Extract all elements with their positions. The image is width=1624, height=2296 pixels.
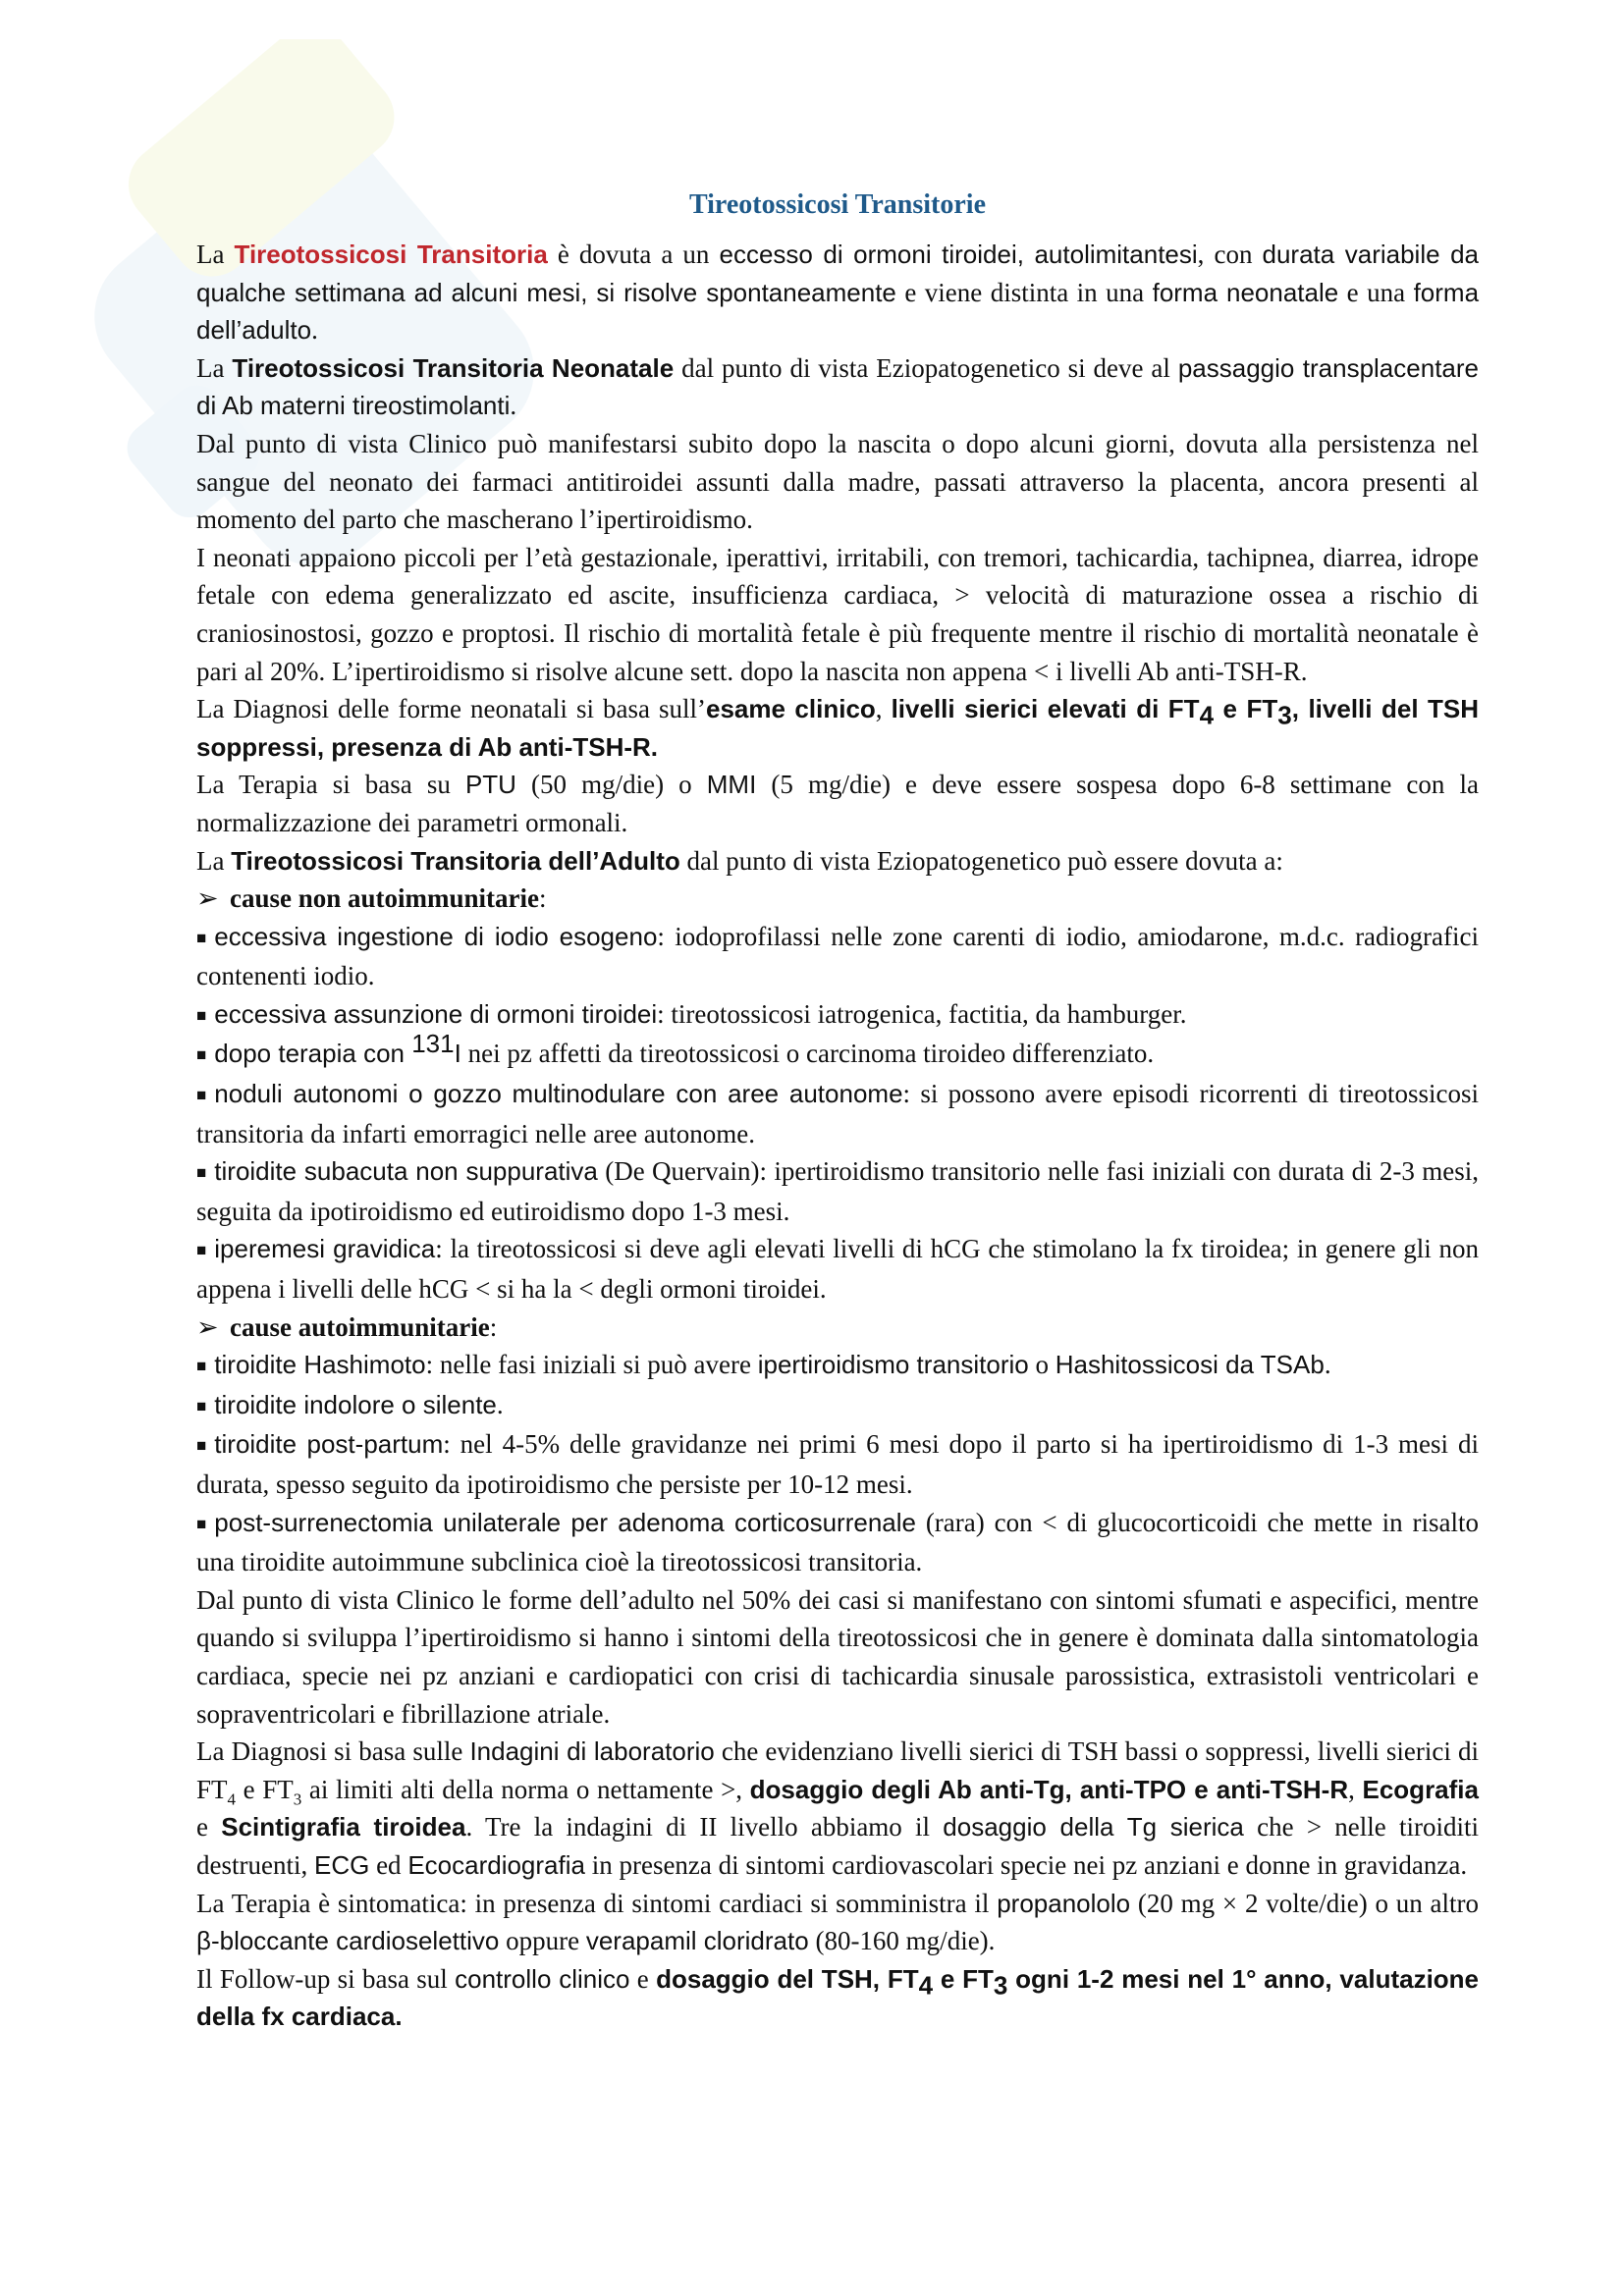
square-bullet-icon: ■ (196, 1045, 207, 1065)
square-bullet-icon: ■ (196, 928, 207, 947)
heading-cause-autoimmunitarie: ➢ cause autoimmunitarie: (196, 1308, 1479, 1347)
page-title: Tireotossicosi Transitorie (688, 189, 987, 220)
square-bullet-icon: ■ (196, 1086, 207, 1105)
paragraph-terapia-neonatale: La Terapia si basa su PTU (50 mg/die) o MMI (5 mg/die) e deve essere sospesa dopo 6-8 settimane con la normalizzazione dei parametri ormonali. (196, 770, 1479, 837)
paragraph-adulto: La Tireotossicosi Transitoria dell’Adulto dal punto di vista Eziopatogenetico può essere dovuta a: (196, 845, 1283, 876)
list-item: ■ tiroidite post-partum: nel 4-5% delle gravidanze nei primi 6 mesi dopo il parto si ha ipertiroidismo di 1-3 mesi di durata, spesso seguito da ipotiroidismo che persiste per 10-12 mesi. (196, 1429, 1479, 1499)
paragraph-terapia-adulto: La Terapia è sintomatica: in presenza di sintomi cardiaci si somministra il propanololo (20 mg × 2 volte/die) o un altro β-bloccante cardioselettivo oppure verapamil cloridrato (80-160 mg/die). (196, 1888, 1479, 1956)
square-bullet-icon: ■ (196, 1163, 207, 1183)
paragraph-diagnosi-adulto: La Diagnosi si basa sulle Indagini di laboratorio che evidenziano livelli sierici di TSH bassi o soppressi, livelli sierici di $FT_4$ e $FT_3$ ai limiti alti della norma o nettamente >, dosaggio degli Ab anti-Tg, anti-TPO e anti-TSH-R, Ecografia e Scintigrafia tiroidea. Tre la indagini di II livello abbiamo il dosaggio della Tg sierica che > nelle tiroiditi destruenti, ECG ed Ecocardiografia in presenza di sintomi cardiovascolari specie nei pz anziani e donne in gravidanza. (196, 1736, 1480, 1880)
list-item: ■ tiroidite subacuta non suppurativa (De Quervain): ipertiroidismo transitorio nelle fasi iniziali con durata di 2-3 mesi, seguita da ipotiroidismo ed eutiroidismo dopo 1-3 mesi. (196, 1156, 1479, 1226)
paragraph-clinico-adulto: Dal punto di vista Clinico le forme dell’adulto nel 50% dei casi si manifestano con sintomi sfumati e aspecifici, mentre quando si sviluppa l’ipertiroidismo si hanno i sintomi della tireotossicosi che in genere è dominata dalla sintomatologia cardiaca, specie nei pz anziani e cardiopatici con crisi di tachicardia sinusale parossistica, extrasistoli ventricolari e sopraventricolari e fibrillazione atriale. (196, 1584, 1479, 1729)
arrow-bullet-icon: ➢ (196, 883, 219, 914)
square-bullet-icon: ■ (196, 1436, 207, 1456)
paragraph-follow-up: Il Follow-up si basa sul controllo clinico e dosaggio del TSH, $FT_4$ e $FT_3$ ogni 1-2 mesi nel 1° anno, valutazione della fx cardiaca. (196, 1963, 1480, 2032)
square-bullet-icon: ■ (196, 1357, 207, 1376)
heading-cause-non-autoimmunitarie: ➢ cause non autoimmunitarie: (196, 880, 1479, 918)
list-item: ■ tiroidite Hashimoto: nelle fasi iniziali si può avere ipertiroidismo transitorio o Hashitossicosi da TSAb. (196, 1346, 1479, 1386)
paragraph-sintomi-neonatali: I neonati appaiono piccoli per l’età gestazionale, iperattivi, irritabili, con tremori, tachicardia, tachipnea, diarrea, idrope fetale con edema generalizzato ed ascite, insufficienza cardiaca, > velocità di maturazione ossea a rischio di craniosinostosi, gozzo e proptosi. Il rischio di mortalità fetale è più frequente mentre il rischio di mortalità neonatale è pari al 20%. L’ipertiroidismo si risolve alcune sett. dopo la nascita non appena < i livelli Ab anti-TSH-R. (196, 542, 1479, 686)
square-bullet-icon: ■ (196, 1005, 207, 1025)
arrow-bullet-icon: ➢ (196, 1311, 219, 1342)
term-tireotossicosi-transitoria: Tireotossicosi Transitoria (234, 240, 548, 269)
list-item: ■ dopo terapia con $^{131}$I nei pz affetti da tireotossicosi o carcinoma tiroideo differenziato. (196, 1035, 1479, 1075)
square-bullet-icon: ■ (196, 1396, 207, 1415)
list-item: ■ eccessiva assunzione di ormoni tiroidei: tireotossicosi iatrogenica, factitia, da hamburger. (196, 995, 1479, 1036)
paragraph-neonatale: La Tireotossicosi Transitoria Neonatale dal punto di vista Eziopatogenetico si deve al passaggio transplacentare di Ab materni tireostimolanti. (196, 352, 1479, 421)
paragraph-intro: La Tireotossicosi Transitoria è dovuta a un eccesso di ormoni tiroidei, autolimitantesi, con durata variabile da qualche settimana ad alcuni mesi, si risolve spontaneamente e viene distinta in una forma neonatale e una forma dell’adulto. (196, 240, 1480, 346)
square-bullet-icon: ■ (196, 1241, 207, 1260)
list-item: ■ tiroidite indolore o silente. (196, 1386, 1479, 1426)
document-body (196, 187, 1479, 2036)
list-item: ■ eccessiva ingestione di iodio esogeno: iodoprofilassi nelle zone carenti di iodio, amiodarone, m.d.c. radiografici contenenti iodio. (196, 921, 1479, 991)
list-item: ■ post-surrenectomia unilaterale per adenoma corticosurrenale (rara) con < di glucocorticoidi che mette in risalto una tiroidite autoimmune subclinica cioè la tireotossicosi transitoria. (196, 1507, 1479, 1577)
list-item: ■ iperemesi gravidica: la tireotossicosi si deve agli elevati livelli di hCG che stimolano la fx tiroidea; in genere gli non appena i livelli delle hCG < si ha la < degli ormoni tiroidei. (196, 1234, 1480, 1305)
paragraph-diagnosi-neonatale: La Diagnosi delle forme neonatali si basa sull’esame clinico, livelli sierici elevati di $FT_4$ e $FT_3$, livelli del TSH soppressi, presenza di Ab anti-TSH-R. (196, 694, 1480, 762)
square-bullet-icon: ■ (196, 1514, 207, 1533)
list-item: ■ noduli autonomi o gozzo multinodulare con aree autonome: si possono avere episodi ricorrenti di tireotossicosi transitoria da infarti emorragici nelle aree autonome. (196, 1079, 1479, 1148)
paragraph-clinico-neonatale: Dal punto di vista Clinico può manifestarsi subito dopo la nascita o dopo alcuni giorni, dovuta alla persistenza nel sangue del neonato dei farmaci antitiroidei assunti dalla madre, passati attraverso la placenta, ancora presenti al momento del parto che mascherano l’ipertiroidismo. (196, 428, 1479, 535)
